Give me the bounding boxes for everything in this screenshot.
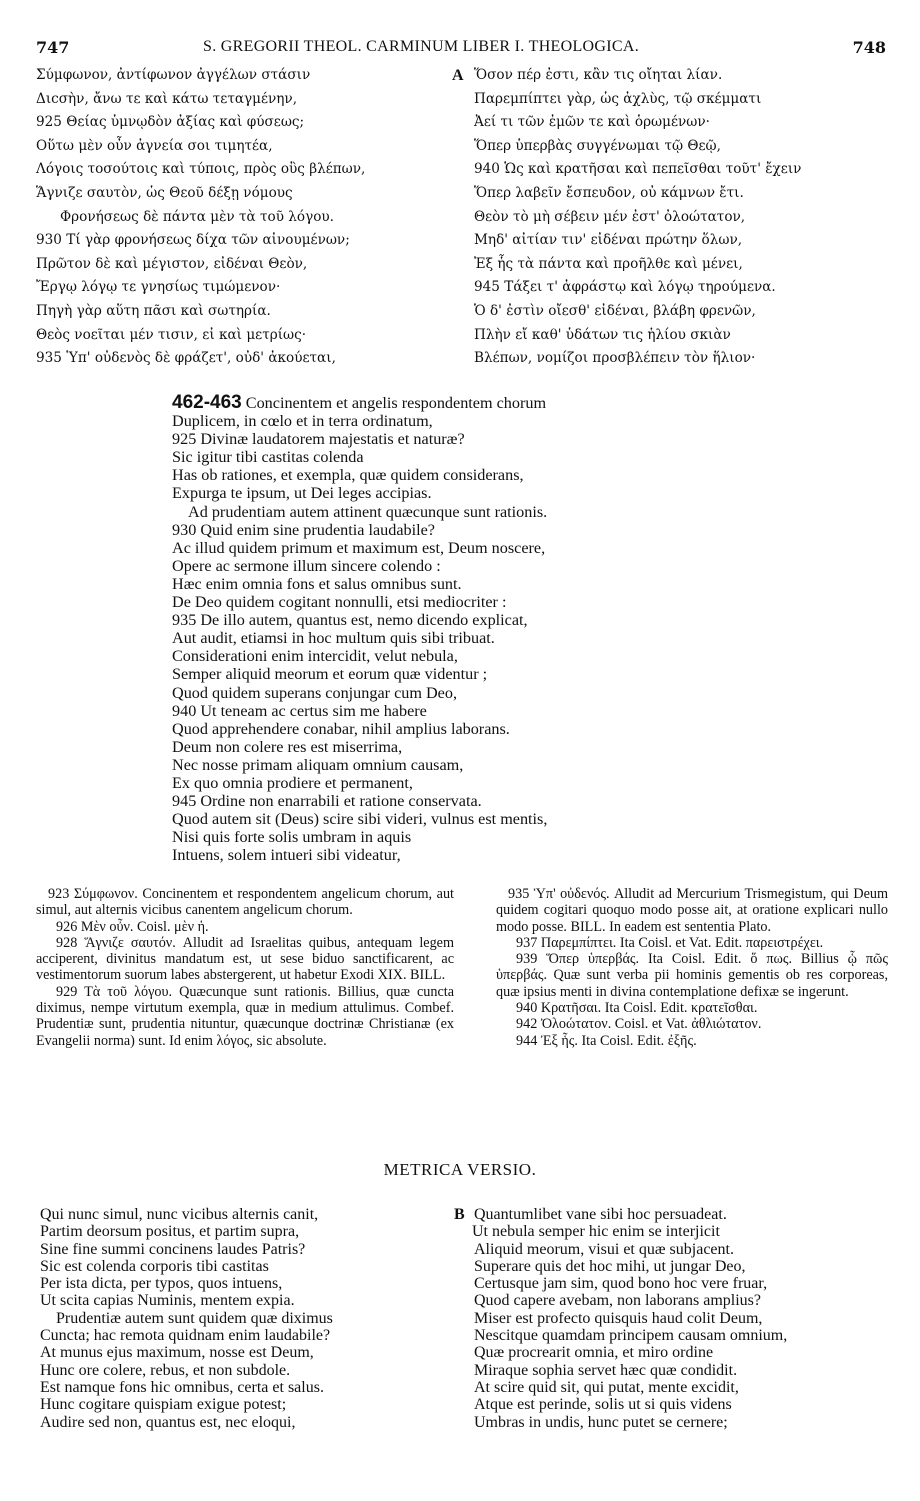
footnotes-left-column <box>36 886 454 1049</box>
verse-line: Per ista dicta, per typos, quos intuens, <box>40 1275 283 1293</box>
section-heading: METRICA VERSIO. <box>383 1160 537 1179</box>
verse-line: At munus ejus maximum, nosse est Deum, <box>40 1344 314 1362</box>
latin-line: Nisi quis forte solis umbram in aquis <box>172 828 412 847</box>
footnote: 940 Κρατῆσαι. Ita Coisl. Edit. κρατεῖσθαι. <box>516 1000 758 1017</box>
latin-line: Duplicem, in cœlo et in terra ordinatum, <box>172 412 433 431</box>
verse-line: Miraque sophia servet hæc quæ condidit. <box>474 1361 738 1379</box>
latin-line: 930 Quid enim sine prudentia laudabile? <box>172 520 435 539</box>
greek-verse-line: Ὅπερ λαβεῖν ἔσπευδον, οὐ κάμνων ἔτι. <box>474 184 744 201</box>
greek-verse-line: Θεὸς νοεῖται μέν τισιν, εἰ καὶ μετρίως· <box>36 326 307 343</box>
latin-line: Ac illud quidem primum et maximum est, Deum noscere, <box>172 538 546 557</box>
verse-line: Prudentiæ autem sunt quidem quæ diximus <box>56 1309 333 1327</box>
verse-line: Partim deorsum positus, et partim supra, <box>40 1223 300 1241</box>
latin-line: De Deo quidem cogitant nonnulli, etsi mediocriter : <box>172 593 507 612</box>
greek-verse-line: Ἔργῳ λόγῳ τε γνησίως τιμώμενον· <box>36 279 281 296</box>
latin-line: 925 Divinæ laudatorem majestatis et naturæ? <box>172 430 465 449</box>
column-number-marker: 462-463 <box>172 392 242 413</box>
latin-line: Hæc enim omnia fons et salus omnibus sunt. <box>172 574 462 593</box>
latin-line: 940 Ut teneam ac certus sim me habere <box>172 701 427 720</box>
greek-verse-line: Θεὸν τὸ μὴ σέβειν μέν ἐστ' ὀλοώτατον, <box>474 208 746 225</box>
latin-line: Sic igitur tibi castitas colenda <box>172 448 364 467</box>
latin-line-text: Concinentem et angelis respondentem chorum <box>245 394 547 412</box>
greek-verse-line: Μηδ' αἰτίαν τιν' εἰδέναι πρώτην ὅλων, <box>474 232 743 249</box>
latin-line: Quod apprehendere conabar, nihil amplius laborans. <box>172 719 510 738</box>
verse-line: Audire sed non, quantus est, nec eloqui, <box>40 1413 296 1431</box>
footnote: 942 Ὀλοώτατον. Coisl. et Vat. ἀθλιώτατον. <box>516 1016 762 1033</box>
page-number-left: 747 <box>36 38 70 57</box>
verse-line: Superare quis det hoc mihi, ut jungar Deo, <box>474 1257 746 1275</box>
verse-line: Umbras in undis, hunc putet se cernere; <box>474 1413 728 1431</box>
verse-line: Qui nunc simul, nunc vicibus alternis canit, <box>40 1206 319 1223</box>
footnote: 944 Ἐξ ἧς. Ita Coisl. Edit. ἐξῆς. <box>516 1032 697 1049</box>
greek-verse-line: Ὅπερ ὑπερβὰς συγγένωμαι τῷ Θεῷ, <box>474 137 721 154</box>
latin-line: Deum non colere res est miserrima, <box>172 737 403 756</box>
column-marker-a: A <box>452 67 464 84</box>
latin-line: Nec nosse primam aliquam omnium causam, <box>172 755 464 774</box>
latin-line: Quod quidem superans conjungar cum Deo, <box>172 683 458 702</box>
verse-line: Certusque jam sim, quod bono hoc vere fruar, <box>474 1275 768 1293</box>
footnote: 929 Τὰ τοῦ λόγου. Quæcunque sunt rationis. Billius, quæ cuncta diximus, nempe virtutum exempla, quæ in medium attulimus. Combef. Prudentiæ sunt, prudentia nituntur, quæcunque doctrinæ Christianæ (ex Evangelii norma) sunt. Id enim λόγος, sic absolute. <box>36 983 454 1049</box>
greek-verse-line: Ὁ δ' ἐστὶν οἴεσθ' εἰδέναι, βλάβη φρενῶν, <box>474 302 756 319</box>
greek-verse-line: Διϲσὴν, ἄνω τε καὶ κάτω τεταγμένην, <box>36 90 298 107</box>
verse-line: Ut scita capias Numinis, mentem expia. <box>40 1292 295 1310</box>
greek-verse-line: Φρονήσεως δὲ πάντα μὲν τὰ τοῦ λόγου. <box>60 208 334 225</box>
verse-line: Est namque fons hic omnibus, certa et salus. <box>40 1378 324 1396</box>
latin-line: 945 Ordine non enarrabili et ratione conservata. <box>172 792 482 811</box>
latin-line: Has ob rationes, et exempla, quæ quidem considerans, <box>172 466 524 485</box>
footnote: 935 Ὑπ' οὐδενός. Alludit ad Mercurium Trismegistum, qui Deum quidem cogitari quoquo modo posse ait, at oratione explicari nullo modo posse. BILL. In eadem est sententia Plato. <box>496 886 888 935</box>
greek-verse-line: Ἅγνιζε σαυτὸν, ὡς Θεοῦ δέξῃ νόμους <box>36 184 293 201</box>
verse-line: Sic est colenda corporis tibi castitas <box>40 1257 269 1275</box>
footnote: 939 Ὅπερ ὑπερβάς. Ita Coisl. Edit. ὅ πως. Billius ᾧ πῶς ὑπερβάς. Quæ sunt verba pii hominis gementis ob res corporeas, quæ ipsius menti in divina contemplatione defixæ se ingerunt. <box>496 951 888 1000</box>
latin-line: Quod autem sit (Deus) scire sibi videri, vulnus est mentis, <box>172 810 548 829</box>
verse-line: At scire quid sit, qui putat, mente excidit, <box>474 1378 739 1396</box>
verse-line: Aliquid meorum, visui et quæ subjacent. <box>474 1240 734 1258</box>
greek-verse-line: Πηγὴ γὰρ αὕτη πᾶσι καὶ σωτηρία. <box>36 302 271 319</box>
verse-line: Cuncta; hac remota quidnam enim laudabile? <box>40 1327 331 1345</box>
greek-verse-line: Λόγοις τοσούτοις καὶ τύποις, πρὸς οὓς βλέπων, <box>36 161 366 178</box>
greek-verse-line: Ἐξ ἧς τὰ πάντα καὶ προῆλθε καὶ μένει, <box>474 255 743 272</box>
verse-line: Miser est profecto quisquis haud colit Deum, <box>474 1309 763 1327</box>
greek-text-right-column <box>452 64 802 371</box>
verse-line: Sine fine summi concinens laudes Patris? <box>40 1240 306 1258</box>
footnote: 928 Ἅγνιζε σαυτόν. Alludit ad Israelitas quibus, antequam legem acciperent, divinitus mandatum est, ut sese biduo sanctificarent, ac vestimentorum suorum labes abstergerent, ut habetur Exodi XIX. BILL. <box>36 934 454 984</box>
latin-line: Expurga te ipsum, ut Dei leges accipias. <box>172 484 432 503</box>
verse-line: Ut nebula semper hic enim se interjicit <box>472 1223 720 1241</box>
metrica-versio-left-column <box>40 1206 333 1431</box>
page-number-right: 748 <box>852 38 886 57</box>
footnote: 923 Σύμφωνον. Concinentem et respondentem angelicum chorum, aut simul, aut alternis vicibus canentem angelicum chorum. <box>36 886 454 919</box>
verse-line: Quæ procrearit omnia, et miro ordine <box>474 1344 714 1362</box>
greek-verse-line: Πλὴν εἴ καθ' ὑδάτων τις ἡλίου σκιὰν <box>474 326 731 343</box>
greek-verse-line: 945 Τάξει τ' ἀφράστῳ καὶ λόγῳ τηρούμενα. <box>474 279 776 296</box>
footnotes-right-column <box>496 886 888 1049</box>
latin-line: Ex quo omnia prodiere et permanent, <box>172 773 413 792</box>
latin-line: Intuens, solem intueri sibi videatur, <box>172 846 401 865</box>
verse-line: Nescitque quamdam principem causam omnium, <box>474 1327 788 1345</box>
greek-verse-line: Πρῶτον δὲ καὶ μέγιστον, εἰδέναι Θεὸν, <box>36 255 308 272</box>
latin-translation <box>172 394 547 864</box>
running-title: S. GREGORII THEOL. CARMINUM LIBER I. THEOLOGICA. <box>203 38 640 55</box>
latin-line: Considerationi enim intercidit, velut nebula, <box>172 647 458 666</box>
verse-line: Hunc cogitare quispiam exigue potest; <box>40 1396 287 1414</box>
greek-text-left-column <box>36 64 365 371</box>
metrica-versio-right-column <box>456 1206 787 1431</box>
running-header <box>36 38 886 58</box>
verse-line: Quantumlibet vane sibi hoc persuadeat. <box>474 1206 727 1223</box>
verse-line: Atque est perinde, solis ut si quis videns <box>474 1396 732 1414</box>
greek-verse-line: Οὕτω μὲν οὖν ἁγνεία σοι τιμητέα, <box>36 137 273 154</box>
greek-verse-line: 930 Τί γὰρ φρονήσεως δίχα τῶν αἰνουμένων; <box>36 232 350 249</box>
greek-verse-line: Βλέπων, νομίζοι προσβλέπειν τὸν ἥλιον· <box>474 350 756 367</box>
latin-line: Aut audit, etiamsi in hoc multum quis sibi tribuat. <box>172 629 495 648</box>
greek-verse-line: Παρεμπίπτει γὰρ, ὡς ἀχλὺς, τῷ σκέμματι <box>474 90 762 107</box>
latin-line: 935 De illo autem, quantus est, nemo dicendo explicat, <box>172 611 528 630</box>
footnote: 937 Παρεμπίπτει. Ita Coisl. et Vat. Edit. παρειστρέχει. <box>516 934 824 951</box>
greek-verse-line: 935 Ὑπ' οὐδενὸς δὲ φράζετ', οὐδ' ἀκούεται, <box>36 350 336 367</box>
latin-line: Semper aliquid meorum et eorum quæ videntur ; <box>172 665 488 684</box>
greek-verse-line: 925 Θείας ὑμνῳδὸν ἀξίας καὶ φύσεως; <box>36 114 305 131</box>
greek-verse-line: 940 Ὡς καὶ κρατῆσαι καὶ πεπεῖσθαι τοῦτ' ἔχειν <box>474 161 802 178</box>
greek-verse-line: Ὅσον πέρ ἐστι, κἂν τις οἴηται λίαν. <box>474 67 723 83</box>
greek-verse-line: Ἀεί τι τῶν ἐμῶν τε καὶ ὁρωμένων· <box>474 114 710 131</box>
latin-line: Opere ac sermone illum sincere colendo : <box>172 556 441 575</box>
verse-line: Quod capere avebam, non laborans amplius? <box>474 1292 762 1310</box>
latin-line <box>172 394 547 412</box>
footnote: 926 Μὲν οὖν. Coisl. μὲν ἡ. <box>56 918 209 935</box>
greek-verse-line: Σύμφωνον, ἀντίφωνον ἀγγέλων στάσιν <box>36 67 311 83</box>
latin-line: Ad prudentiam autem attinent quæcunque sunt rationis. <box>188 502 548 521</box>
column-marker-b: B <box>454 1206 465 1223</box>
verse-line: Hunc ore colere, rebus, et non subdole. <box>40 1361 291 1379</box>
